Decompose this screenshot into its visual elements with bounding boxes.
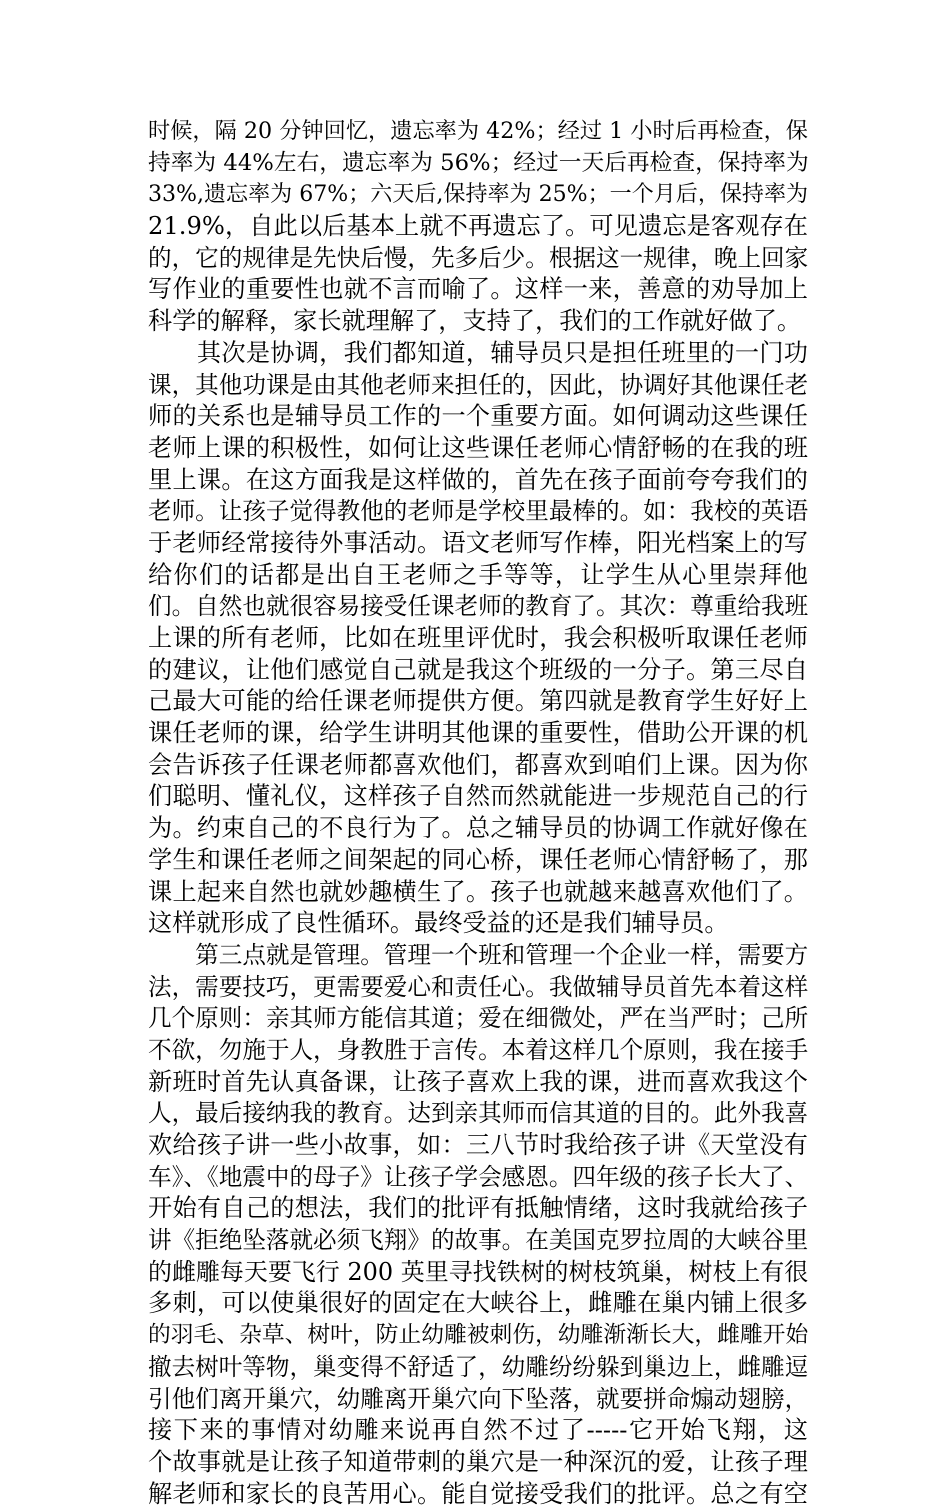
text-line: 学生和课任老师之间架起的同心桥，课任老师心情舒畅了，那	[148, 845, 808, 874]
text-line: 科学的解释，家长就理解了，支持了，我们的工作就好做了。	[148, 307, 802, 336]
text-line: 的雌雕每天要飞行 200 英里寻找铁树的树枝筑巢，树枝上有很	[148, 1257, 809, 1286]
text-line: 己最大可能的给任课老师提供方便。第四就是教育学生好好上	[148, 687, 808, 716]
text-line: 老师上课的积极性，如何让这些课任老师心情舒畅的在我的班	[148, 433, 808, 462]
text-line: 的，它的规律是先快后慢，先多后少。根据这一规律，晚上回家	[148, 243, 809, 272]
text-line: 时候，隔 20 分钟回忆，遗忘率为 42%；经过 1 小时后再检查，保	[148, 118, 808, 144]
text-line: 给你们的话都是出自王老师之手等等，让学生从心里崇拜他	[148, 560, 808, 589]
text-line: 其次是协调，我们都知道，辅导员只是担任班里的一门功	[148, 338, 808, 367]
text-line: 课任老师的课，给学生讲明其他课的重要性，借助公开课的机	[148, 719, 808, 748]
text-line: 第三点就是管理。管理一个班和管理一个企业一样，需要方	[148, 940, 809, 969]
text-line: 这样就形成了良性循环。最终受益的还是我们辅导员。	[148, 909, 729, 938]
text-line: 讲《拒绝坠落就必须飞翔》的故事。在美国克罗拉周的大峡谷里	[148, 1226, 809, 1255]
text-line: 不欲，勿施于人，身教胜于言传。本着这样几个原则，我在接手	[148, 1035, 809, 1064]
text-line: 师的关系也是辅导员工作的一个重要方面。如何调动这些课任	[148, 402, 808, 431]
body-text	[148, 116, 808, 1510]
text-line: 几个原则：亲其师方能信其道；爱在细微处，严在当严时；己所	[148, 1004, 809, 1033]
text-line: 们聪明、懂礼仪，这样孩子自然而然就能进一步规范自己的行	[148, 782, 808, 811]
text-line: 里上课。在这方面我是这样做的，首先在孩子面前夸夸我们的	[148, 465, 808, 494]
text-line: 法，需要技巧，更需要爱心和责任心。我做辅导员首先本着这样	[148, 972, 809, 1001]
text-line: 会告诉孩子任课老师都喜欢他们，都喜欢到咱们上课。因为你	[148, 750, 808, 779]
text-line: 接下来的事情对幼雕来说再自然不过了-----它开始飞翔，这	[148, 1416, 808, 1445]
text-line: 老师。让孩子觉得教他的老师是学校里最棒的。如：我校的英语	[148, 497, 809, 526]
text-line: 于老师经常接待外事活动。语文老师写作棒，阳光档案上的写	[148, 528, 808, 557]
text-line: 撤去树叶等物，巢变得不舒适了，幼雕纷纷躲到巢边上，雌雕逗	[148, 1352, 809, 1381]
text-line: 的羽毛、杂草、树叶，防止幼雕被刺伤，幼雕渐渐长大，雌雕开始	[148, 1322, 809, 1349]
text-line: 人，最后接纳我的教育。达到亲其师而信其道的目的。此外我喜	[148, 1099, 809, 1128]
text-line: 上课的所有老师，比如在班里评优时，我会积极听取课任老师	[148, 624, 808, 652]
text-line: 33%,遗忘率为 67%；六天后,保持率为 25%；一个月后，保持率为	[148, 182, 809, 208]
text-line: 课上起来自然也就妙趣横生了。孩子也就越来越喜欢他们了。	[148, 877, 808, 906]
text-line: 的建议，让他们感觉自己就是我这个班级的一分子。第三尽自	[148, 655, 808, 684]
text-line: 车》、《地震中的母子》让孩子学会感恩。四年级的孩子长大了、	[148, 1162, 809, 1191]
text-line: 课，其他功课是由其他老师来担任的，因此，协调好其他课任老	[148, 370, 809, 399]
text-line: 持率为 44%左右，遗忘率为 56%；经过一天后再检查，保持率为	[148, 149, 809, 176]
text-line: 为。约束自己的不良行为了。总之辅导员的协调工作就好像在	[148, 814, 808, 843]
text-line: 写作业的重要性也就不言而喻了。这样一来，善意的劝导加上	[148, 275, 808, 304]
text-line: 解老师和家长的良苦用心。能自觉接受我们的批评。总之有空	[148, 1479, 808, 1508]
text-line: 开始有自己的想法，我们的批评有抵触情绪，这时我就给孩子	[148, 1194, 808, 1223]
text-line: 们。自然也就很容易接受任课老师的教育了。其次：尊重给我班	[148, 592, 809, 621]
text-line: 个故事就是让孩子知道带刺的巢穴是一种深沉的爱，让孩子理	[148, 1447, 808, 1476]
text-line: 欢给孩子讲一些小故事，如：三八节时我给孩子讲《天堂没有	[148, 1131, 808, 1159]
text-line: 引他们离开巢穴，幼雕离开巢穴向下坠落，就要拼命煽动翅膀，	[148, 1384, 809, 1413]
text-line: 多刺，可以使巢很好的固定在大峡谷上，雌雕在巢内铺上很多	[148, 1289, 808, 1318]
text-line: 21.9%，自此以后基本上就不再遗忘了。可见遗忘是客观存在	[148, 212, 808, 241]
text-line: 新班时首先认真备课，让孩子喜欢上我的课，进而喜欢我这个	[148, 1067, 808, 1096]
